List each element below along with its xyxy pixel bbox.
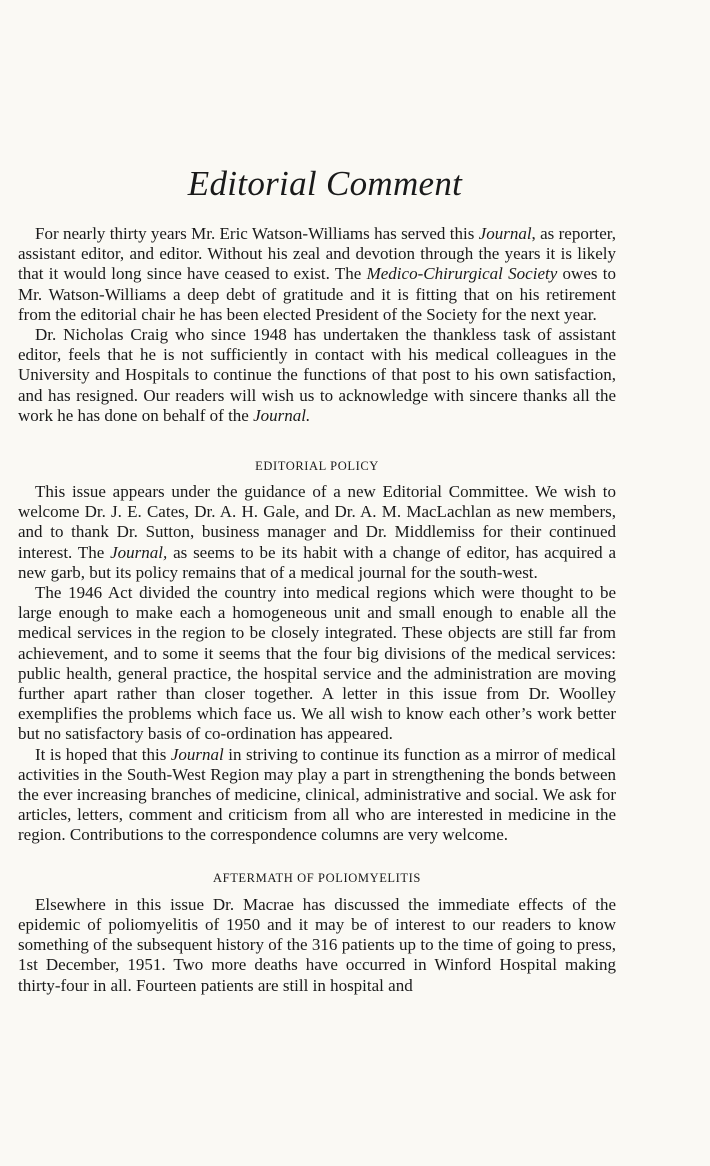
poliomyelitis-section: [18, 870, 616, 996]
section-heading-poliomyelitis: AFTERMATH OF POLIOMYELITIS: [213, 870, 421, 885]
intro-paragraph-1: For nearly thirty years Mr. Eric Watson-Williams has served this Journal, as reporter, assistant editor, and editor. Without his zeal and devotion through the years it is likely that it would long since have ceased to exist. The Medico-Chirurgical Society owes to Mr. Watson-Williams a deep debt of gratitude and it is fitting that on his retirement from the editorial chair he has been elected President of the Society for the next year.: [18, 224, 617, 324]
editorial-policy-section: [18, 458, 616, 846]
society-name: Medico-Chirurgical Society: [366, 264, 558, 284]
intro-paragraph-2: Dr. Nicholas Craig who since 1948 has undertaken the thankless task of assistant editor, feels that he is not sufficiently in contact with his medical colleagues in the University and Hospitals to continue the functions of that post to his own satisfaction, and has resigned. Our readers will wish us to acknowledge with sincere thanks all the work he has done on behalf of the Journal.: [18, 325, 616, 425]
policy-paragraph-1: This issue appears under the guidance of a new Editorial Committee. We wish to welcome Dr. J. E. Cates, Dr. A. H. Gale, and Dr. A. M. MacLachlan as new members, and to thank Dr. Sutton, business manager and Dr. Middlemiss for their continued interest. The Journal, as seems to be its habit with a change of editor, has acquired a new garb, but its policy remains that of a medical journal for the south-west.: [18, 482, 616, 582]
journal-page: [18, 0, 616, 996]
page-title: Editorial Comment: [187, 164, 463, 203]
policy-paragraph-2: The 1946 Act divided the country into medical regions which were thought to be large enough to make each a homogeneous unit and small enough to enable all the medical services in the region to be closely integrated. These objects are still far from achievement, and to some it seems that the four big divisions of the medical services: public health, general practice, the hospital service and the administration are moving further apart rather than closer together. A letter in this issue from Dr. Woolley exemplifies the problems which face us. We all wish to know each other’s work better but no satisfactory basis of co-ordination has appeared.: [18, 583, 616, 744]
policy-paragraph-3: It is hoped that this Journal in striving to continue its function as a mirror of medical activities in the South-West Region may play a part in strengthening the bonds between the ever increasing branches of medicine, clinical, administrative and social. We ask for articles, letters, comment and criticism from all who are interested in medicine in the region. Contributions to the correspondence columns are very welcome.: [18, 744, 617, 845]
journal-title: Journal: [478, 224, 532, 243]
section-heading-editorial-policy: EDITORIAL POLICY: [255, 459, 379, 474]
polio-paragraph-1: Elsewhere in this issue Dr. Macrae has discussed the immediate effects of the epidemic of poliomyelitis of 1950 and it may be of interest to our readers to know something of the subsequent history of the 316 patients up to the time of going to press, 1st December, 1951. Two more deaths have occurred in Winford Hospital making thirty-four in all. Fourteen patients are still in hospital and: [18, 894, 616, 995]
journal-title: Journal: [170, 744, 224, 764]
intro-section: [18, 224, 616, 426]
journal-title: Journal.: [253, 405, 311, 425]
journal-title: Journal,: [110, 542, 168, 562]
